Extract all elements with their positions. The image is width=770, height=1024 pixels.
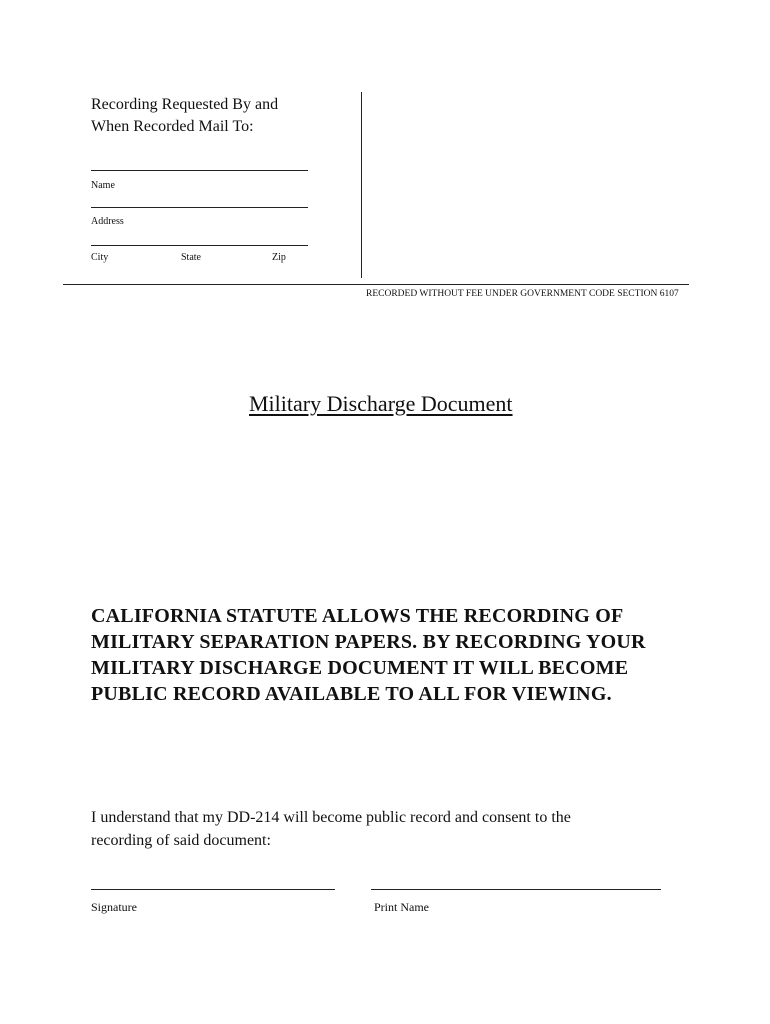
warning-line-1: CALIFORNIA STATUTE ALLOWS THE RECORDING OF xyxy=(91,605,624,627)
signature-label: Signature xyxy=(91,900,137,914)
zip-label: Zip xyxy=(272,252,286,263)
header-separator xyxy=(63,284,689,285)
name-label: Name xyxy=(91,180,115,191)
document-title: Military Discharge Document xyxy=(249,391,513,416)
state-label: State xyxy=(181,252,201,263)
print-name-field[interactable] xyxy=(371,889,661,890)
consent-line-2: recording of said document: xyxy=(91,832,271,849)
name-field[interactable] xyxy=(91,170,308,171)
warning-line-3: MILITARY DISCHARGE DOCUMENT IT WILL BECOME xyxy=(91,657,629,679)
recorded-note: RECORDED WITHOUT FEE UNDER GOVERNMENT CODE SECTION 6107 xyxy=(366,289,679,299)
consent-line-1: I understand that my DD-214 will become public record and consent to the xyxy=(91,809,571,826)
header-line-1: Recording Requested By and xyxy=(91,96,279,113)
header-divider xyxy=(361,92,362,278)
warning-line-4: PUBLIC RECORD AVAILABLE TO ALL FOR VIEWING. xyxy=(91,683,612,705)
warning-line-2: MILITARY SEPARATION PAPERS. BY RECORDING YOUR xyxy=(91,631,646,653)
print-name-label: Print Name xyxy=(374,900,429,914)
address-field[interactable] xyxy=(91,207,308,208)
city-state-zip-field[interactable] xyxy=(91,245,308,246)
header-line-2: When Recorded Mail To: xyxy=(91,118,254,135)
signature-field[interactable] xyxy=(91,889,335,890)
address-label: Address xyxy=(91,216,124,227)
city-label: City xyxy=(91,252,109,263)
